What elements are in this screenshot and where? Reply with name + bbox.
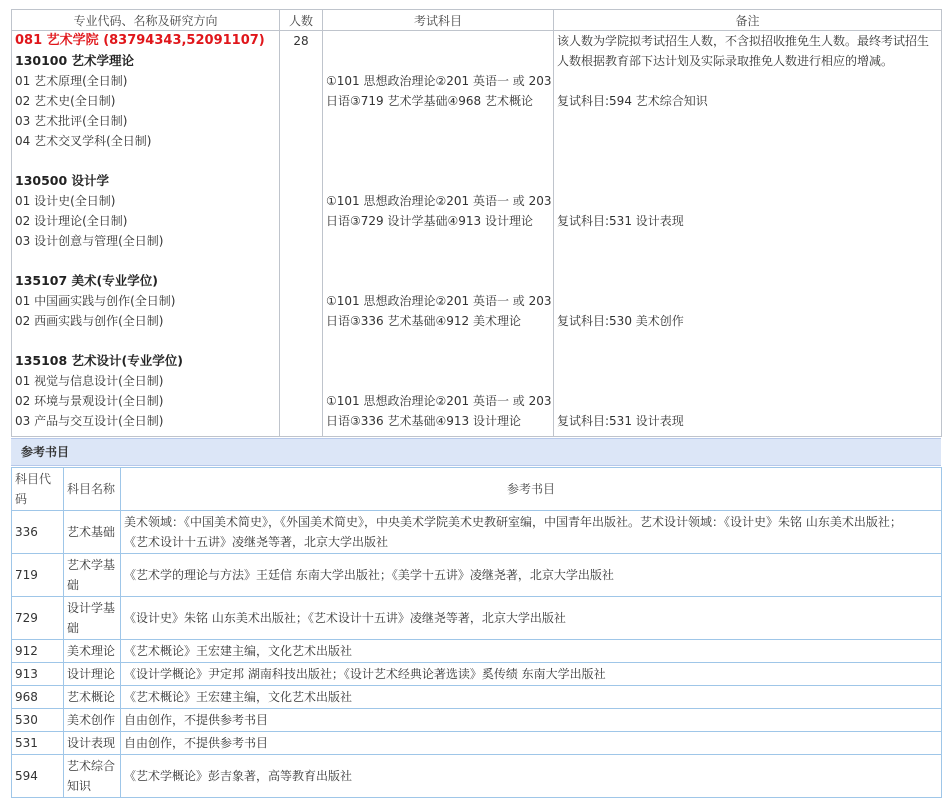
exam-subjects: ①101 思想政治理论②201 英语一 或 203 (326, 74, 552, 88)
subject-code: 913 (12, 663, 64, 686)
subject-name: 艺术学基础 (64, 554, 121, 597)
direction-item: 01 视觉与信息设计(全日制) (15, 374, 164, 388)
table-row (12, 511, 942, 554)
subject-name: 设计理论 (64, 663, 121, 686)
exam-subjects: 日语③719 艺术学基础④968 艺术概论 (326, 94, 533, 108)
exam-subjects: 日语③729 设计学基础④913 设计理论 (326, 214, 533, 228)
subject-name: 美术创作 (64, 709, 121, 732)
major-name: 130500 设计学 (15, 173, 110, 188)
retest-subject: 复试科目:531 设计表现 (557, 214, 684, 228)
subject-name: 艺术基础 (64, 511, 121, 554)
books-column-header: 参考书目 (121, 468, 942, 511)
subject-code: 729 (12, 597, 64, 640)
table-row (12, 686, 942, 709)
reference-books: 《设计史》朱铭 山东美术出版社；《艺术设计十五讲》凌继尧等著，北京大学出版社 (121, 597, 942, 640)
exam-cell (323, 31, 554, 437)
reference-books: 自由创作，不提供参考书目 (121, 709, 942, 732)
major-cell (12, 31, 280, 437)
direction-item: 02 环境与景观设计(全日制) (15, 394, 164, 408)
school-note: 人数根据教育部下达计划及实际录取推免人数进行相应的增减。 (557, 54, 894, 68)
table-row (12, 732, 942, 755)
table-row (12, 597, 942, 640)
table-row (12, 554, 942, 597)
reference-books: 《设计学概论》尹定邦 湖南科技出版社；《设计艺术经典论著选读》奚传绩 东南大学出版社 (121, 663, 942, 686)
retest-subject: 复试科目:594 艺术综合知识 (557, 94, 708, 108)
subject-code: 968 (12, 686, 64, 709)
direction-item: 02 西画实践与创作(全日制) (15, 314, 164, 328)
major-column-header: 专业代码、名称及研究方向 (12, 10, 280, 31)
retest-subject: 复试科目:531 设计表现 (557, 414, 684, 428)
subject-name: 艺术综合知识 (64, 755, 121, 798)
subject-code: 336 (12, 511, 64, 554)
direction-item: 03 产品与交互设计(全日制) (15, 414, 164, 428)
exam-subjects: ①101 思想政治理论②201 英语一 或 203 (326, 294, 552, 308)
direction-item: 01 中国画实践与创作(全日制) (15, 294, 176, 308)
school-title: 081 艺术学院 (83794343,52091107) (15, 33, 265, 48)
admission-header-row (12, 10, 942, 31)
direction-item: 03 设计创意与管理(全日制) (15, 234, 164, 248)
direction-item: 01 设计史(全日制) (15, 194, 116, 208)
subject-column-header: 科目名称 (64, 468, 121, 511)
major-name: 130100 艺术学理论 (15, 53, 135, 68)
table-row (12, 709, 942, 732)
subject-code: 912 (12, 640, 64, 663)
exam-subjects: 日语③336 艺术基础④912 美术理论 (326, 314, 521, 328)
direction-item: 02 设计理论(全日制) (15, 214, 128, 228)
reference-books: 《艺术概论》王宏建主编，文化艺术出版社 (121, 640, 942, 663)
reference-table (11, 467, 942, 798)
direction-item: 03 艺术批评(全日制) (15, 114, 128, 128)
code-column-header: 科目代码 (12, 468, 64, 511)
subject-code: 594 (12, 755, 64, 798)
reference-header-row (12, 468, 942, 511)
direction-item: 02 艺术史(全日制) (15, 94, 116, 108)
reference-books: 自由创作，不提供参考书目 (121, 732, 942, 755)
reference-section-title: 参考书目 (11, 438, 941, 466)
direction-item: 04 艺术交叉学科(全日制) (15, 134, 152, 148)
exam-subjects: ①101 思想政治理论②201 英语一 或 203 (326, 194, 552, 208)
school-note: 该人数为学院拟考试招生人数，不含拟招收推免生人数。最终考试招生 (557, 34, 930, 48)
reference-books: 美术领域：《中国美术简史》，《外国美术简史》，中央美术学院美术史教研室编，中国青年出版社。艺术设计领域：《设计史》朱铭 山东美术出版社； 《艺术设计十五讲》凌继尧等著，北京大学出版社 (121, 511, 942, 554)
major-name: 135107 美术(专业学位) (15, 273, 158, 288)
subject-code: 530 (12, 709, 64, 732)
table-row (12, 640, 942, 663)
subject-code: 531 (12, 732, 64, 755)
admission-body-row (12, 31, 942, 437)
notes-cell (554, 31, 942, 437)
count-cell (280, 31, 323, 437)
exam-column-header: 考试科目 (323, 10, 554, 31)
direction-item: 01 艺术原理(全日制) (15, 74, 128, 88)
reference-books: 《艺术学概论》彭吉象著，高等教育出版社 (121, 755, 942, 798)
notes-column-header: 备注 (554, 10, 942, 31)
retest-subject: 复试科目:530 美术创作 (557, 314, 684, 328)
subject-name: 设计表现 (64, 732, 121, 755)
subject-name: 设计学基础 (64, 597, 121, 640)
admission-table (11, 9, 942, 437)
count-column-header: 人数 (280, 10, 323, 31)
exam-subjects: 日语③336 艺术基础④913 设计理论 (326, 414, 521, 428)
enrollment-count: 28 (293, 34, 309, 48)
subject-code: 719 (12, 554, 64, 597)
exam-subjects: ①101 思想政治理论②201 英语一 或 203 (326, 394, 552, 408)
major-name: 135108 艺术设计(专业学位) (15, 353, 183, 368)
reference-books: 《艺术学的理论与方法》王廷信 东南大学出版社；《美学十五讲》凌继尧著，北京大学出版社 (121, 554, 942, 597)
subject-name: 美术理论 (64, 640, 121, 663)
table-row (12, 663, 942, 686)
reference-books: 《艺术概论》王宏建主编，文化艺术出版社 (121, 686, 942, 709)
table-row (12, 755, 942, 798)
subject-name: 艺术概论 (64, 686, 121, 709)
